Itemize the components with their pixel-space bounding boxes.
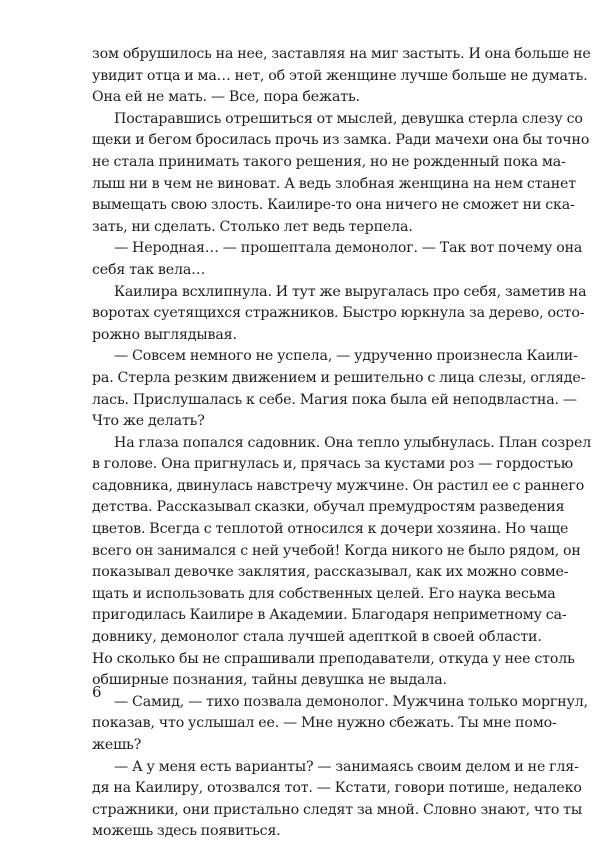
text-line: лыш ни в чем не виноват. А ведь злобная женщина на нем станет [92,175,576,192]
text-line: стражники, они пристально следят за мной. Словно знают, что ты [92,801,583,818]
text-line: щеки и бегом бросилась прочь из замка. Ради мачехи она бы точно [92,132,590,149]
page-number: 6 [92,683,102,701]
text-line: жешь? [92,737,142,753]
text-line: цветов. Всегда с теплотой относился к дочери хозяина. Но чаще [92,521,569,538]
text-line: зом обрушилось на нее, заставляя на миг застыть. И она больше не [92,46,591,62]
text-line: лась. Прислушалась к себе. Магия пока была ей неподвластна. — [92,391,577,408]
text-line: Каилира всхлипнула. И тут же выругалась про себя, заметив на [114,283,587,300]
text-line: не стала принимать такого решения, но не рожденный пока ма- [92,153,566,170]
body-text [92,44,592,843]
text-line: ра. Стерла резким движением и решительно с лица слезы, огляде- [92,369,586,386]
text-line: всего он занимался с ней учебой! Когда никого не было рядом, он [92,542,581,559]
text-line: зать, ни сделать. Столько лет ведь терпела. [92,218,413,235]
text-line: пригодилась Каилире в Академии. Благодаря неприметному са- [92,607,567,624]
text-line: На глаза попался садовник. Она тепло улыбнулась. План созрел [114,434,592,451]
text-line: увидит отца и ма… нет, об этой женщине лучше больше не думать. [92,67,588,84]
text-line: дя на Каилиру, отозвался тот. — Кстати, говори потише, недалеко [92,780,582,797]
text-line: щать и использовать для собственных целей. Его наука весьма [92,585,556,602]
text-line: Но сколько бы не спрашивали преподаватели, откуда у нее столь [92,650,575,667]
text-line: в голове. Она пригнулась и, прячась за кустами роз — гордостью [92,456,573,473]
text-line: обширные познания, тайны девушка не выдала. [92,672,447,689]
text-line: показав, что услышал ее. — Мне нужно сбежать. Ты мне помо- [92,715,557,732]
text-line: — А у меня есть варианты? — занимаясь своим делом и не гля- [114,758,579,775]
text-line: Что же делать? [92,413,205,430]
text-line: вымещать свою злость. Каилире-то она ничего не сможет ни ска- [92,197,575,214]
text-line: — Самид, — тихо позвала демонолог. Мужчина только моргнул, [114,693,588,710]
text-line: можешь здесь появиться. [92,823,281,840]
text-line: воротах суетящихся стражников. Быстро юркнула за дерево, осто- [92,305,585,322]
text-line: детства. Рассказывал сказки, обучал премудростям разведения [92,499,565,516]
text-line: Постаравшись отрешиться от мыслей, девушка стерла слезу со [114,110,583,127]
text-line: себя так вела… [92,261,206,278]
text-line: Она ей не мать. — Все, пора бежать. [92,89,360,106]
text-line: — Неродная… — прошептала демонолог. — Так вот почему она [114,240,583,257]
text-line: показывал девочке заклятия, рассказывал, как их можно совме- [92,564,569,581]
text-line: садовника, двинулась навстречу мужчине. Он растил ее с раннего [92,477,585,494]
text-line: довнику, демонолог стала лучшей адепткой в своей области. [92,629,542,646]
text-line: — Совсем немного не успела, — удрученно произнесла Каили- [114,348,578,365]
text-line: рожно выглядывая. [92,326,237,343]
